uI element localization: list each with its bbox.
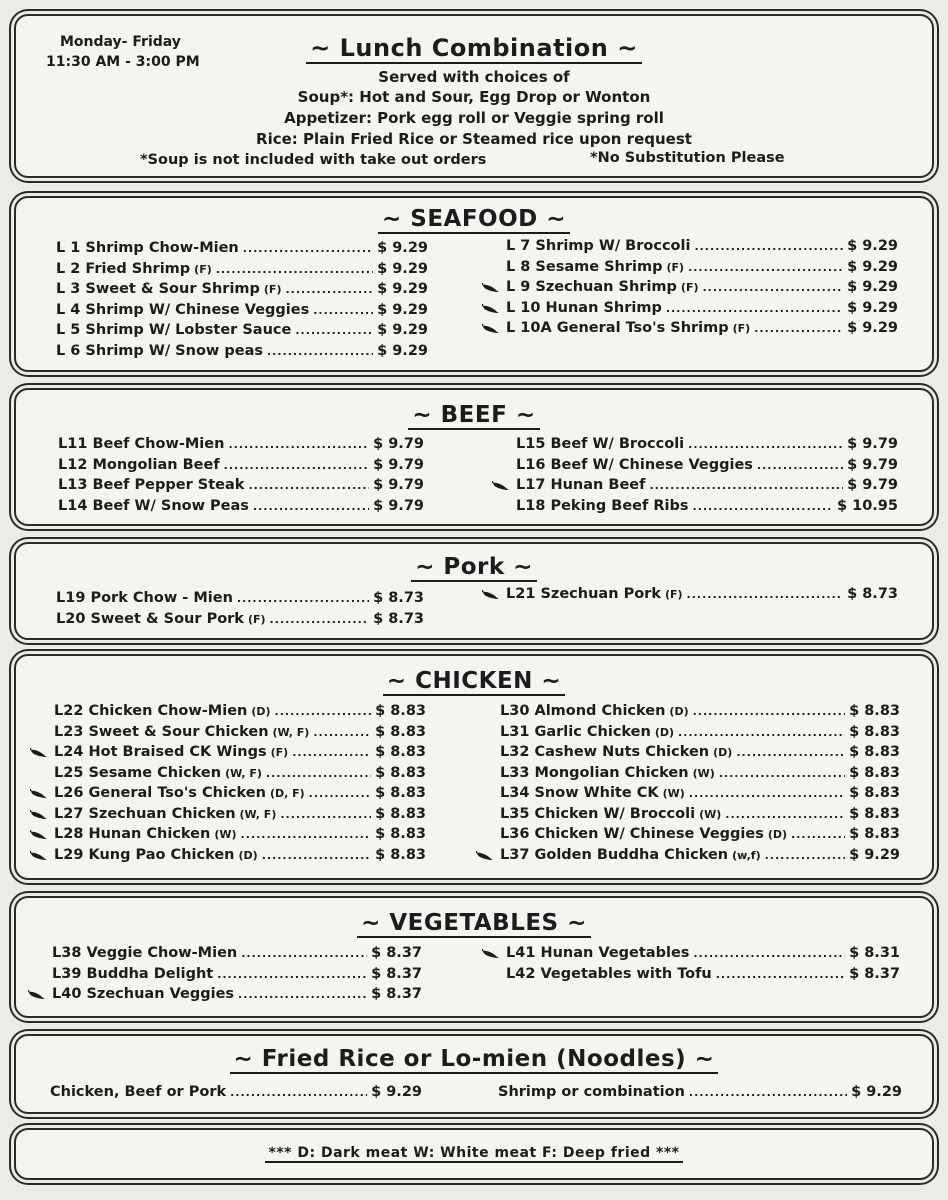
leader-dots — [309, 787, 371, 800]
menu-item-name: L17 Hunan Beef — [516, 477, 646, 493]
menu-item-note: (F) — [270, 746, 289, 759]
menu-item-name: L14 Beef W/ Snow Peas — [58, 497, 249, 514]
seafood-left-col — [56, 240, 428, 363]
legend-text-wrap — [16, 1145, 932, 1161]
menu-item-price: $ 9.79 — [373, 497, 424, 514]
menu-item-price: $ 8.83 — [375, 744, 426, 760]
menu-item — [506, 238, 898, 259]
menu-item-name: L12 Mongolian Beef — [58, 456, 220, 473]
leader-dots — [241, 828, 372, 841]
pork-title: ~ Pork ~ — [16, 554, 932, 580]
menu-item-name: L 2 Fried Shrimp — [56, 260, 191, 277]
menu-item — [54, 724, 426, 745]
menu-item-name: L35 Chicken W/ Broccoli — [500, 805, 696, 822]
hot-pepper-icon — [482, 590, 500, 600]
menu-item-price: $ 8.73 — [847, 586, 898, 602]
leader-dots — [716, 968, 845, 981]
menu-item — [52, 945, 422, 966]
menu-item-note: (W) — [699, 807, 722, 821]
leader-dots — [757, 459, 843, 472]
menu-item — [500, 703, 900, 724]
leader-dots — [224, 459, 369, 472]
menu-item — [58, 436, 424, 457]
menu-item-note: (F) — [194, 262, 212, 276]
menu-item-price: $ 8.83 — [849, 785, 900, 801]
leader-dots — [295, 324, 373, 337]
menu-item-price: $ 8.83 — [375, 846, 426, 863]
menu-item-note: (D) — [767, 828, 788, 841]
menu-item-name: L32 Cashew Nuts Chicken — [500, 744, 710, 760]
menu-item-name: L15 Beef W/ Broccoli — [516, 436, 685, 452]
menu-item-name: L25 Sesame Chicken — [54, 764, 222, 781]
hot-pepper-icon — [482, 949, 500, 959]
fried-rice-section — [14, 1034, 934, 1114]
menu-item-price: $ 8.73 — [373, 590, 424, 606]
leader-dots — [693, 705, 845, 718]
menu-item — [506, 586, 898, 607]
leader-dots — [248, 479, 369, 492]
vegetables-section — [14, 896, 934, 1018]
menu-item-name: L 4 Shrimp W/ Chinese Veggies — [56, 301, 310, 318]
leader-dots — [703, 281, 844, 294]
menu-item-name: L 7 Shrimp W/ Broccoli — [506, 238, 691, 254]
menu-item — [52, 966, 422, 987]
beef-right-col — [516, 436, 898, 518]
menu-item — [52, 986, 422, 1007]
menu-item-name: L29 Kung Pao Chicken — [54, 846, 235, 863]
menu-item-price: $ 9.29 — [847, 238, 898, 254]
menu-item-note: (D) — [654, 725, 675, 739]
menu-item — [54, 785, 426, 806]
menu-item — [516, 457, 898, 478]
menu-item-price: $ 8.83 — [375, 764, 426, 781]
hot-pepper-icon — [30, 851, 48, 861]
leader-dots — [719, 767, 845, 780]
leader-dots — [689, 1086, 847, 1099]
menu-item-name: L28 Hunan Chicken — [54, 826, 211, 842]
chicken-section — [14, 654, 934, 880]
seafood-section — [14, 196, 934, 372]
leader-dots — [688, 438, 843, 451]
menu-item — [506, 966, 900, 987]
menu-item-name: L16 Beef W/ Chinese Veggies — [516, 456, 753, 473]
menu-item-name: L30 Almond Chicken — [500, 703, 666, 719]
leader-dots — [725, 808, 845, 821]
menu-item-note: (D) — [669, 705, 689, 718]
menu-item — [500, 765, 900, 786]
menu-item-note: (W) — [692, 766, 715, 780]
menu-item-price: $ 8.83 — [849, 826, 900, 842]
menu-item-price: $ 8.73 — [373, 610, 424, 627]
leader-dots — [693, 500, 833, 513]
menu-item-name: L33 Mongolian Chicken — [500, 764, 689, 781]
menu-item-name: L 1 Shrimp Chow-Mien — [56, 240, 239, 256]
fried-rice-right-col — [498, 1084, 902, 1105]
menu-item-price: $ 9.29 — [847, 320, 898, 336]
menu-item-note: (F) — [664, 588, 683, 601]
leader-dots — [238, 988, 367, 1001]
menu-item-price: $ 9.79 — [847, 436, 898, 452]
menu-item — [54, 744, 426, 765]
menu-item-name: L41 Hunan Vegetables — [506, 945, 690, 961]
menu-item-name: L 6 Shrimp W/ Snow peas — [56, 342, 263, 359]
vegetables-left-col — [52, 945, 422, 1007]
menu-item — [500, 724, 900, 745]
menu-item-price: $ 8.83 — [849, 764, 900, 781]
menu-item-price: $ 9.29 — [377, 301, 428, 318]
menu-item-name: L24 Hot Braised CK Wings — [54, 744, 267, 760]
lunch-line-3: Appetizer: Pork egg roll or Veggie spring roll — [284, 109, 664, 127]
menu-item — [50, 1084, 422, 1105]
menu-item — [58, 498, 424, 519]
hot-pepper-icon — [476, 851, 494, 861]
leader-dots — [237, 592, 369, 605]
lunch-note-left: *Soup is not included with take out orders — [140, 152, 487, 168]
menu-item — [500, 826, 900, 847]
leader-dots — [694, 240, 843, 253]
leader-dots — [791, 828, 845, 841]
menu-item — [56, 240, 428, 261]
menu-item-name: L38 Veggie Chow-Mien — [52, 945, 238, 961]
menu-item-name: L 3 Sweet & Sour Shrimp — [56, 281, 260, 297]
menu-item — [54, 703, 426, 724]
leader-dots — [313, 304, 373, 317]
vegetables-right-col — [506, 945, 900, 986]
menu-item-price: $ 9.79 — [373, 436, 424, 452]
menu-item-price: $ 9.29 — [849, 846, 900, 863]
menu-item — [54, 826, 426, 847]
leader-dots — [275, 705, 372, 718]
menu-item-name: L31 Garlic Chicken — [500, 723, 651, 740]
legend-box — [14, 1128, 934, 1180]
menu-item-price: $ 9.29 — [371, 1084, 422, 1100]
hot-pepper-icon — [28, 990, 46, 1000]
leader-dots — [313, 726, 371, 739]
leader-dots — [266, 767, 371, 780]
hot-pepper-icon — [30, 789, 48, 799]
menu-item-price: $ 9.29 — [377, 322, 428, 338]
menu-item — [506, 259, 898, 280]
menu-item-note: (D) — [238, 848, 258, 862]
hot-pepper-icon — [482, 324, 500, 334]
leader-dots — [280, 808, 371, 821]
menu-item — [58, 457, 424, 478]
menu-item — [516, 436, 898, 457]
seafood-right-col — [506, 238, 898, 341]
lunch-line-2: Soup*: Hot and Sour, Egg Drop or Wonton — [297, 88, 651, 106]
leader-dots — [230, 1086, 367, 1099]
pork-right-col — [506, 586, 898, 607]
menu-item — [56, 343, 428, 364]
menu-item — [506, 945, 900, 966]
lunch-combination-box — [14, 14, 934, 178]
menu-item — [506, 320, 898, 341]
menu-item-name: L19 Pork Chow - Mien — [56, 590, 233, 606]
menu-item — [506, 300, 898, 321]
menu-item-name: L 10A General Tso's Shrimp — [506, 320, 729, 336]
menu-item-name: L42 Vegetables with Tofu — [506, 965, 712, 982]
menu-item-name: L 10 Hunan Shrimp — [506, 299, 662, 316]
leader-dots — [285, 283, 373, 296]
menu-item-price: $ 9.29 — [847, 299, 898, 316]
menu-item — [498, 1084, 902, 1105]
menu-item-name: L 9 Szechuan Shrimp — [506, 279, 677, 295]
leader-dots — [754, 322, 843, 335]
menu-item-note: (W, F) — [272, 725, 310, 739]
menu-item-note: (F) — [732, 322, 751, 335]
menu-item-note: (D) — [251, 705, 271, 718]
menu-item-price: $ 9.29 — [377, 281, 428, 297]
pork-left-col — [56, 590, 424, 631]
seafood-title: ~ SEAFOOD ~ — [16, 206, 932, 232]
menu-item-name: L18 Peking Beef Ribs — [516, 497, 689, 514]
menu-item-price: $ 9.29 — [377, 240, 428, 256]
menu-item — [516, 498, 898, 519]
lunch-line-1: Served with choices of — [378, 68, 570, 86]
menu-item — [56, 322, 428, 343]
leader-dots — [666, 302, 843, 315]
menu-item-name: L 8 Sesame Shrimp — [506, 258, 663, 275]
leader-dots — [649, 479, 843, 492]
menu-item-name: Shrimp or combination — [498, 1084, 685, 1100]
menu-item-name: L37 Golden Buddha Chicken — [500, 846, 729, 863]
hot-pepper-icon — [30, 830, 48, 840]
menu-item-name: L22 Chicken Chow-Mien — [54, 703, 248, 719]
lunch-line-4: Rice: Plain Fried Rice or Steamed rice upon request — [256, 130, 692, 148]
leader-dots — [267, 345, 373, 358]
menu-item-name: L20 Sweet & Sour Pork — [56, 610, 244, 627]
menu-item-price: $ 8.83 — [849, 703, 900, 719]
menu-item-price: $ 8.37 — [849, 965, 900, 982]
menu-item — [58, 477, 424, 498]
menu-item-price: $ 8.83 — [375, 785, 426, 801]
hours-time: 11:30 AM - 3:00 PM — [46, 54, 200, 70]
menu-item-price: $ 9.79 — [847, 456, 898, 473]
lunch-note-right: *No Substitution Please — [590, 150, 785, 166]
menu-item-note: (w,f) — [732, 848, 761, 862]
fried-rice-title: ~ Fried Rice or Lo-mien (Noodles) ~ — [16, 1046, 932, 1072]
menu-item — [506, 279, 898, 300]
menu-item-price: $ 8.83 — [375, 723, 426, 740]
hot-pepper-icon — [30, 810, 48, 820]
menu-item-note: (F) — [680, 281, 699, 294]
leader-dots — [270, 613, 370, 626]
hot-pepper-icon — [30, 748, 48, 758]
menu-item-price: $ 8.37 — [371, 945, 422, 961]
menu-item-name: L13 Beef Pepper Steak — [58, 477, 245, 493]
menu-item — [500, 785, 900, 806]
menu-item — [54, 806, 426, 827]
menu-item — [500, 744, 900, 765]
leader-dots — [765, 849, 845, 862]
menu-item — [56, 261, 428, 282]
menu-item-price: $ 8.83 — [375, 805, 426, 822]
leader-dots — [687, 588, 844, 601]
menu-item-price: $ 9.29 — [847, 279, 898, 295]
menu-item-price: $ 9.29 — [377, 260, 428, 277]
leader-dots — [228, 438, 369, 451]
menu-item-note: (W, F) — [225, 766, 262, 780]
menu-item-name: L39 Buddha Delight — [52, 965, 214, 982]
leader-dots — [693, 947, 845, 960]
menu-item-name: L27 Szechuan Chicken — [54, 805, 236, 822]
menu-item-price: $ 9.29 — [851, 1084, 902, 1100]
menu-item-price: $ 9.29 — [847, 258, 898, 275]
menu-item-name: L26 General Tso's Chicken — [54, 785, 266, 801]
leader-dots — [217, 968, 367, 981]
menu-item-price: $ 9.79 — [373, 477, 424, 493]
legend-text: *** D: Dark meat W: White meat F: Deep fried *** — [265, 1145, 684, 1163]
menu-item-price: $ 9.79 — [373, 456, 424, 473]
menu-item-price: $ 8.83 — [849, 744, 900, 760]
menu-item-name: Chicken, Beef or Pork — [50, 1084, 227, 1100]
menu-item-name: L36 Chicken W/ Chinese Veggies — [500, 826, 764, 842]
leader-dots — [241, 947, 367, 960]
hot-pepper-icon — [492, 481, 510, 491]
menu-item — [56, 281, 428, 302]
beef-title: ~ BEEF ~ — [16, 402, 932, 428]
menu-item — [500, 806, 900, 827]
menu-item-price: $ 8.83 — [375, 826, 426, 842]
lunch-title: ~ Lunch Combination ~ — [16, 34, 932, 62]
leader-dots — [688, 261, 843, 274]
menu-item-note: (W) — [214, 828, 237, 841]
hot-pepper-icon — [482, 304, 500, 314]
beef-left-col — [58, 436, 424, 518]
leader-dots — [253, 500, 369, 513]
leader-dots — [243, 242, 373, 255]
menu-item-price: $ 8.83 — [375, 703, 426, 719]
leader-dots — [678, 726, 845, 739]
menu-item — [54, 765, 426, 786]
menu-item — [56, 590, 424, 611]
menu-item-price: $ 10.95 — [836, 497, 898, 514]
menu-item-note: (F) — [666, 260, 685, 274]
hours-days: Monday- Friday — [60, 34, 181, 50]
menu-item-name: L23 Sweet & Sour Chicken — [54, 723, 269, 740]
menu-item-note: (W, F) — [239, 807, 277, 821]
menu-item-note: (D, F) — [269, 787, 305, 800]
menu-item-price: $ 8.37 — [371, 965, 422, 982]
menu-item-price: $ 9.29 — [377, 342, 428, 359]
chicken-left-col — [54, 703, 426, 867]
menu-item-name: L11 Beef Chow-Mien — [58, 436, 225, 452]
menu-item — [56, 302, 428, 323]
menu-item-note: (D) — [713, 746, 733, 759]
menu-item-name: L21 Szechuan Pork — [506, 586, 661, 602]
pork-section — [14, 542, 934, 640]
leader-dots — [216, 263, 373, 276]
menu-item-note: (F) — [263, 283, 282, 296]
menu-item-name: L 5 Shrimp W/ Lobster Sauce — [56, 322, 292, 338]
menu-item-price: $ 9.79 — [847, 477, 898, 493]
vegetables-title: ~ VEGETABLES ~ — [16, 910, 932, 936]
menu-item-price: $ 8.37 — [371, 986, 422, 1002]
chicken-title: ~ CHICKEN ~ — [16, 668, 932, 694]
fried-rice-left-col — [50, 1084, 422, 1105]
menu-item-price: $ 8.31 — [849, 945, 900, 961]
menu-item — [500, 847, 900, 868]
leader-dots — [736, 746, 845, 759]
leader-dots — [262, 849, 371, 862]
menu-item-note: (F) — [247, 612, 266, 626]
menu-item — [516, 477, 898, 498]
menu-item-name: L40 Szechuan Veggies — [52, 986, 235, 1002]
leader-dots — [689, 787, 845, 800]
beef-section — [14, 388, 934, 526]
menu-item-note: (W) — [662, 787, 685, 800]
menu-item — [54, 847, 426, 868]
menu-item-name: L34 Snow White CK — [500, 785, 659, 801]
hot-pepper-icon — [482, 283, 500, 293]
menu-item — [56, 611, 424, 632]
chicken-right-col — [500, 703, 900, 867]
menu-item-price: $ 8.83 — [849, 805, 900, 822]
menu-item-price: $ 8.83 — [849, 723, 900, 740]
leader-dots — [292, 746, 371, 759]
